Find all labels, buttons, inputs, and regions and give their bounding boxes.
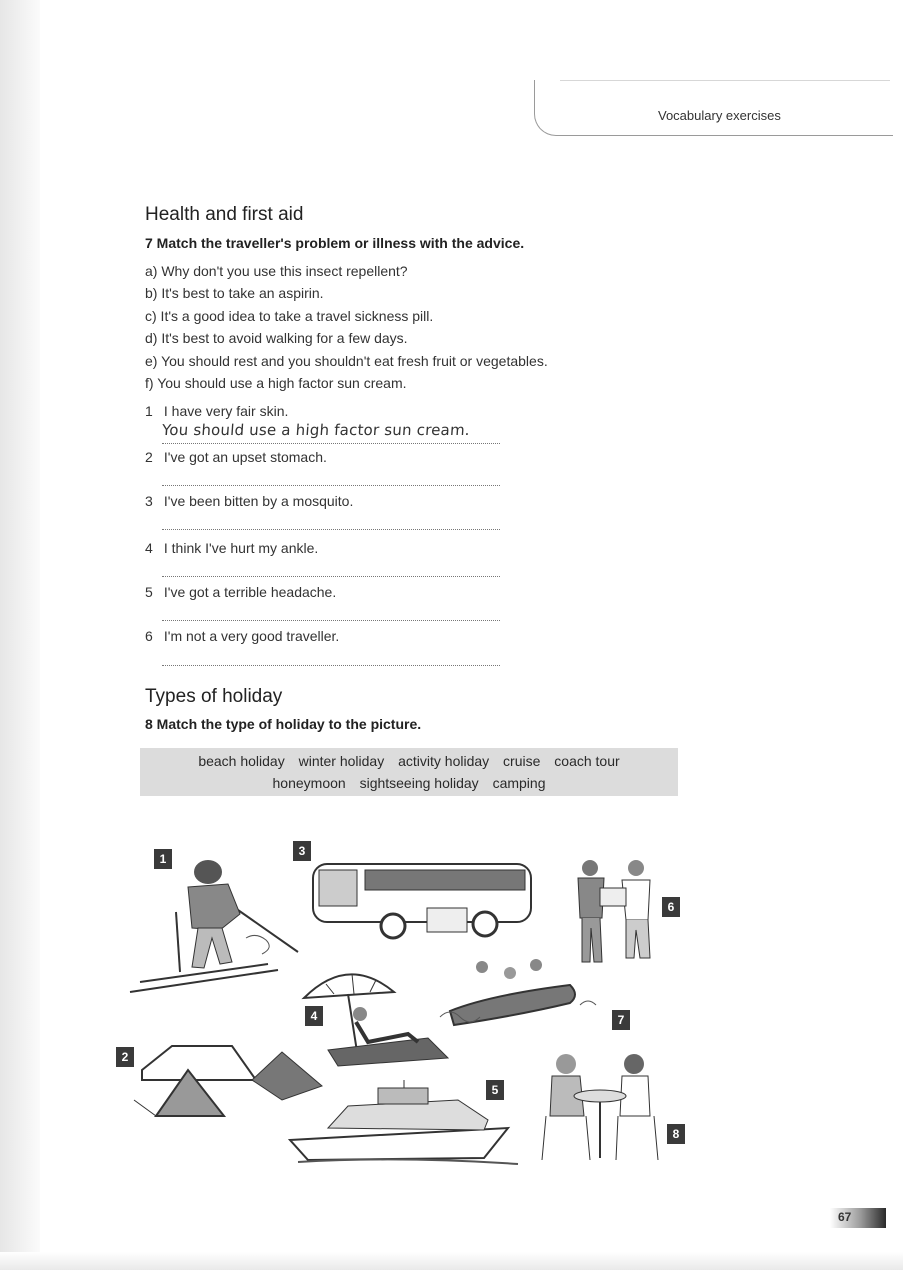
word-row-2: [140, 775, 678, 791]
question-number: 3: [145, 493, 153, 509]
question-item: [145, 584, 336, 600]
question-text: I've been bitten by a mosquito.: [163, 493, 354, 509]
picture-label-3: 3: [293, 841, 311, 861]
word-box: [140, 748, 678, 796]
coach-illustration: [305, 858, 535, 942]
advice-item: c) It's a good idea to take a travel sickness pill.: [145, 308, 434, 324]
honeymoon-illustration: [536, 1050, 666, 1162]
question-item: [145, 403, 288, 419]
page-bottom-shadow: [0, 1252, 903, 1270]
word-row-1: [140, 753, 678, 769]
question-item: [145, 540, 318, 556]
page-gutter-shadow: [0, 0, 40, 1270]
question-text: I've got a terrible headache.: [163, 584, 337, 600]
advice-item: b) It's best to take an aspirin.: [145, 285, 324, 301]
section-title-holiday: Types of holiday: [145, 686, 283, 707]
answer-line-6[interactable]: [162, 645, 500, 666]
question-text: I have very fair skin.: [163, 403, 289, 419]
word-chip: coach tour: [554, 753, 620, 769]
picture-label-1: 1: [154, 849, 172, 869]
word-chip: beach holiday: [198, 753, 285, 769]
answer-line-5[interactable]: [162, 600, 500, 621]
question-number: 6: [145, 628, 153, 644]
picture-label-8: 8: [667, 1124, 685, 1144]
advice-item: f) You should use a high factor sun cream.: [145, 375, 407, 391]
page-number: 67: [838, 1210, 852, 1224]
picture-label-4: 4: [305, 1006, 323, 1026]
advice-item: a) Why don't you use this insect repellent?: [145, 263, 408, 279]
question-text: I think I've hurt my ankle.: [163, 540, 319, 556]
picture-label-7: 7: [612, 1010, 630, 1030]
advice-item: d) It's best to avoid walking for a few days.: [145, 330, 408, 346]
picture-label-2: 2: [116, 1047, 134, 1067]
question-number: 1: [145, 403, 153, 419]
section-title-health: Health and first aid: [145, 204, 304, 225]
question-item: [145, 628, 339, 644]
picture-label-5: 5: [486, 1080, 504, 1100]
word-chip: cruise: [503, 753, 541, 769]
running-header: Vocabulary exercises: [658, 108, 781, 123]
advice-item: e) You should rest and you shouldn't eat fresh fruit or vegetables.: [145, 353, 548, 369]
picture-label-6: 6: [662, 897, 680, 917]
rafting-illustration: [430, 955, 610, 1035]
question-item: [145, 493, 353, 509]
word-chip: winter holiday: [298, 753, 385, 769]
answer-line-3[interactable]: [162, 509, 500, 530]
sightseeing-illustration: [560, 858, 665, 964]
question-text: I've got an upset stomach.: [163, 449, 327, 465]
question-number: 2: [145, 449, 153, 465]
question-text: I'm not a very good traveller.: [163, 628, 340, 644]
word-chip: sightseeing holiday: [359, 775, 479, 791]
word-chip: activity holiday: [398, 753, 490, 769]
exercise-8-instruction: 8 Match the type of holiday to the picture.: [145, 716, 422, 732]
word-chip: honeymoon: [272, 775, 346, 791]
question-item: [145, 449, 327, 465]
question-number: 4: [145, 540, 153, 556]
question-number: 5: [145, 584, 153, 600]
word-chip: camping: [492, 775, 546, 791]
exercise-7-instruction: 7 Match the traveller's problem or illness with the advice.: [145, 235, 525, 251]
answer-line-4[interactable]: [162, 556, 500, 577]
answer-line-2[interactable]: [162, 465, 500, 486]
answer-text-1: You should use a high factor sun cream.: [161, 421, 471, 439]
skier-illustration: [128, 852, 308, 998]
